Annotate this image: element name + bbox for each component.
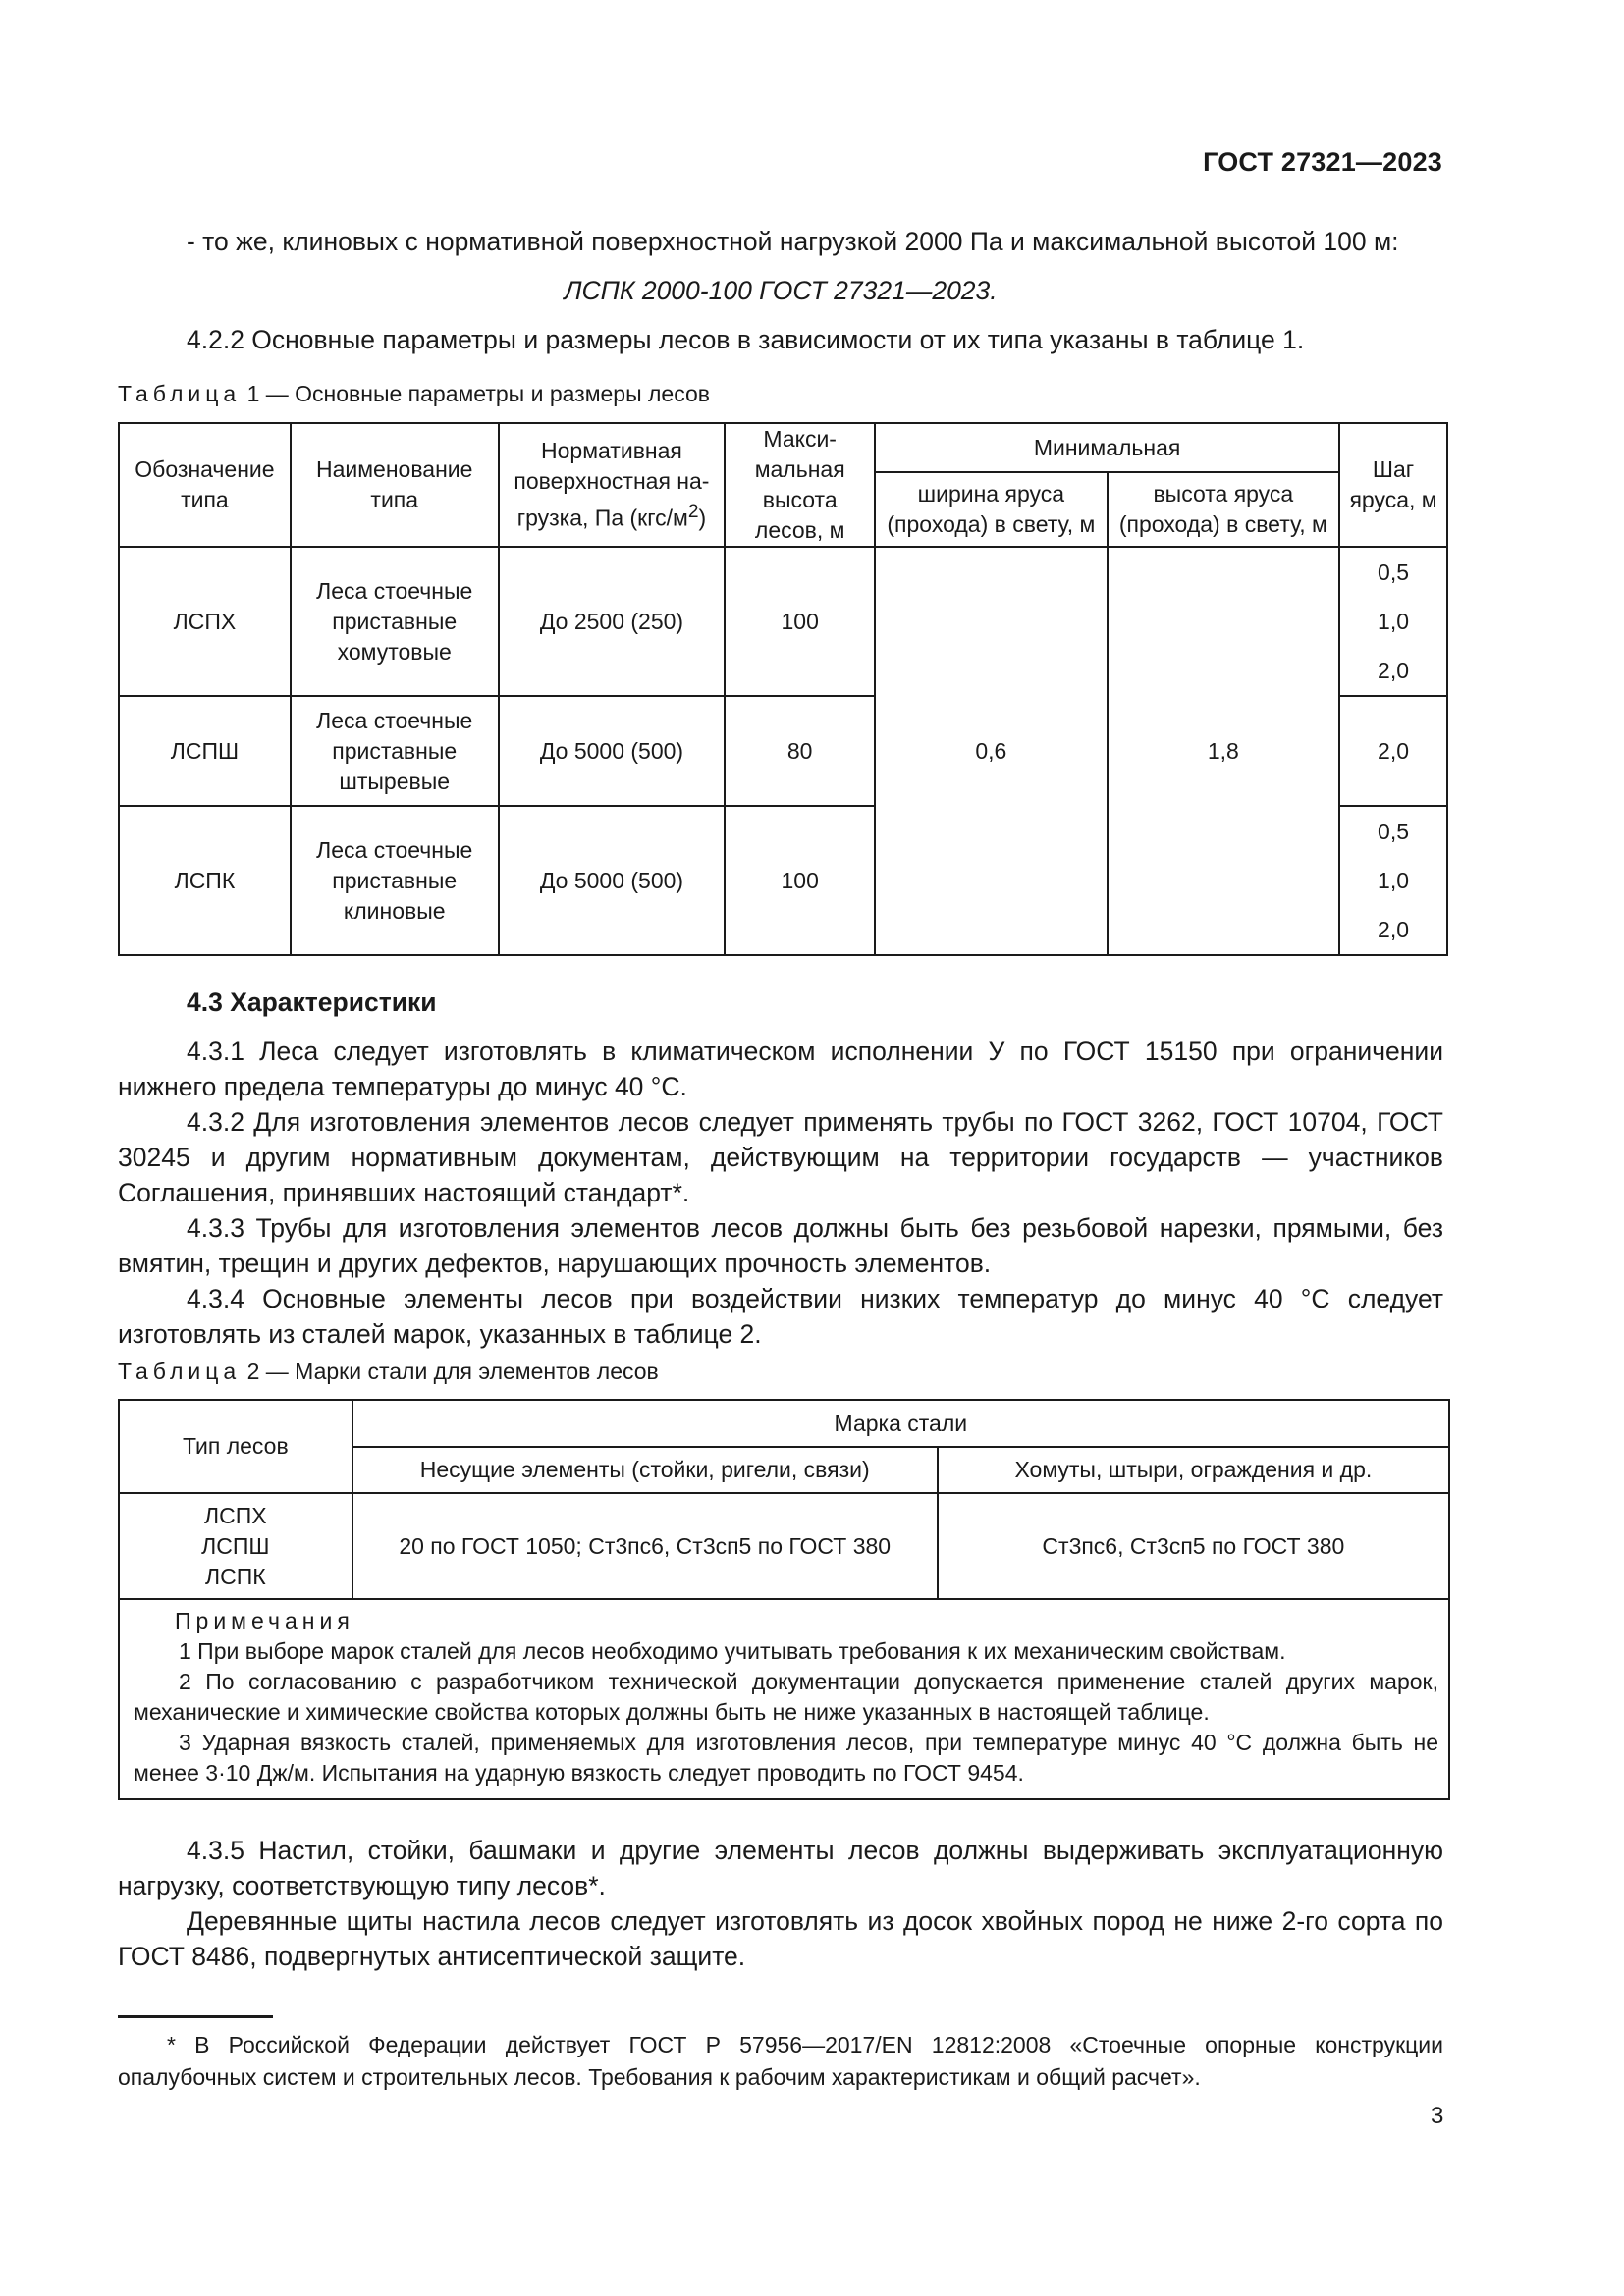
header-scaffold-type: Тип лесов — [119, 1400, 352, 1493]
paragraph-4-3-5: 4.3.5 Настил, стойки, башмаки и другие элементы лесов должны выдерживать эксплуатационную нагрузку, соответствующую типу лесов*. — [118, 1836, 1443, 1900]
header-clamps: Хомуты, штыри, ограждения и др. — [938, 1447, 1449, 1493]
shared-width: 0,6 — [875, 547, 1107, 955]
row-steps: 2,0 — [1339, 696, 1447, 806]
page-number: 3 — [1431, 2103, 1444, 2129]
paragraph-4-3-4: 4.3.4 Основные элементы лесов при воздействии низких температур до минус 40 °С следует изготовлять из сталей марок, указанных в таблице 2. — [118, 1284, 1443, 1349]
paragraph-4-3-2: 4.3.2 Для изготовления элементов лесов следует применять трубы по ГОСТ 3262, ГОСТ 10704, ГОСТ 30245 и другим нормативным документам, действующим на территории государств — участников Соглашения, принявших настоящий стандарт*. — [118, 1107, 1443, 1207]
paragraph-4-2-2: 4.2.2 Основные параметры и размеры лесов в зависимости от их типа указаны в таблице 1. — [187, 325, 1305, 354]
row-code: ЛСПХ — [119, 547, 291, 696]
designation-example: ЛСПК 2000-100 ГОСТ 27321—2023. — [564, 276, 998, 305]
table2-caption-word: Таблица — [118, 1359, 242, 1384]
notes-title: Примечания — [175, 1608, 354, 1633]
header-minimal-group: Минимальная — [875, 423, 1339, 472]
table-1 — [118, 422, 1448, 956]
paragraph-4-3-3: 4.3.3 Трубы для изготовления элементов лесов должны быть без резьбовой нарезки, прямыми, без вмятин, трещин и других дефектов, нарушающих прочность элементов. — [118, 1213, 1443, 1278]
row-name: Леса стоечные приставные хомутовые — [291, 547, 499, 696]
row-code: ЛСПК — [119, 806, 291, 955]
row-height: 80 — [725, 696, 875, 806]
header-type-code: Обозначение типа — [119, 423, 291, 547]
paragraph-wood: Деревянные щиты настила лесов следует изготовлять из досок хвойных пород не ниже 2-го сорта по ГОСТ 8486, подвергнутых антисептической защите. — [118, 1906, 1443, 1971]
note-3: 3 Ударная вязкость сталей, применяемых для изготовления лесов, при температуре минус 40 °С должна быть не менее 3·10 Дж/м. Испытания на ударную вязкость следует проводить по ГОСТ 9454. — [134, 1730, 1438, 1786]
table-row — [119, 547, 1447, 696]
section-4-3-body — [118, 1034, 1443, 1352]
header-steel-grade: Марка стали — [352, 1400, 1449, 1447]
footnote — [118, 2029, 1443, 2094]
row-steps: 0,5 1,0 2,0 — [1339, 806, 1447, 955]
row-code: ЛСПШ — [119, 696, 291, 806]
section-title-4-3: 4.3 Характеристики — [187, 988, 437, 1017]
intro-line: - то же, клиновых с нормативной поверхностной нагрузкой 2000 Па и максимальной высотой 100 м: — [187, 227, 1399, 256]
table-2 — [118, 1399, 1450, 1800]
shared-height: 1,8 — [1108, 547, 1339, 955]
header-type-name: Наименование типа — [291, 423, 499, 547]
table2-caption-text: 2 — Марки стали для элементов лесов — [241, 1359, 659, 1384]
header-load-bearing: Несущие элементы (стойки, ригели, связи) — [352, 1447, 938, 1493]
footnote-text: * В Российской Федерации действует ГОСТ Р 57956—2017/EN 12812:2008 «Стоечные опорные конструкции опалубочных систем и строительных лесов. Требования к рабочим характеристикам и общий расчет». — [118, 2032, 1443, 2090]
row-steps: 0,5 1,0 2,0 — [1339, 547, 1447, 696]
scaffold-types: ЛСПХ ЛСПШ ЛСПК — [119, 1493, 352, 1599]
row-load: До 2500 (250) — [499, 547, 726, 696]
table1-caption — [118, 381, 710, 407]
paragraph-4-3-1: 4.3.1 Леса следует изготовлять в климатическом исполнении У по ГОСТ 15150 при ограничении нижнего предела температуры до минус 40 °С. — [118, 1037, 1443, 1101]
row-load: До 5000 (500) — [499, 696, 726, 806]
note-2: 2 По согласованию с разработчиком технической документации допускается применение сталей других марок, механические и химические свойства которых должны быть не ниже указанных в настоящей таблице. — [134, 1669, 1438, 1725]
table1-caption-text: 1 — Основные параметры и размеры лесов — [241, 381, 710, 406]
after-table-body — [118, 1833, 1443, 1974]
document-header: ГОСТ 27321—2023 — [1203, 147, 1442, 177]
row-name: Леса стоечные приставные клиновые — [291, 806, 499, 955]
note-1: 1 При выборе марок сталей для лесов необходимо учитывать требования к их механическим свойствам. — [179, 1638, 1286, 1664]
load-bearing-steel: 20 по ГОСТ 1050; Ст3пс6, Ст3сп5 по ГОСТ 380 — [352, 1493, 938, 1599]
row-height: 100 — [725, 806, 875, 955]
header-height: высота яруса (прохода) в свету, м — [1108, 472, 1339, 547]
footnote-rule — [118, 2015, 273, 2018]
table2-caption — [118, 1359, 659, 1385]
intro-block — [118, 224, 1443, 259]
table1-caption-word: Таблица — [118, 381, 242, 406]
header-load: Нормативная поверхностная на- грузка, Па $(кгс/м^2)$ — [499, 423, 726, 547]
clamp-steel: Ст3пс6, Ст3сп5 по ГОСТ 380 — [938, 1493, 1449, 1599]
header-width: ширина яруса (прохода) в свету, м — [875, 472, 1107, 547]
row-height: 100 — [725, 547, 875, 696]
row-name: Леса стоечные приставные штыревые — [291, 696, 499, 806]
table-row — [119, 1493, 1449, 1599]
table-notes — [119, 1599, 1449, 1799]
header-step: Шаг яруса, м — [1339, 423, 1447, 547]
row-load: До 5000 (500) — [499, 806, 726, 955]
header-max-height: Макси- мальная высота лесов, м — [725, 423, 875, 547]
